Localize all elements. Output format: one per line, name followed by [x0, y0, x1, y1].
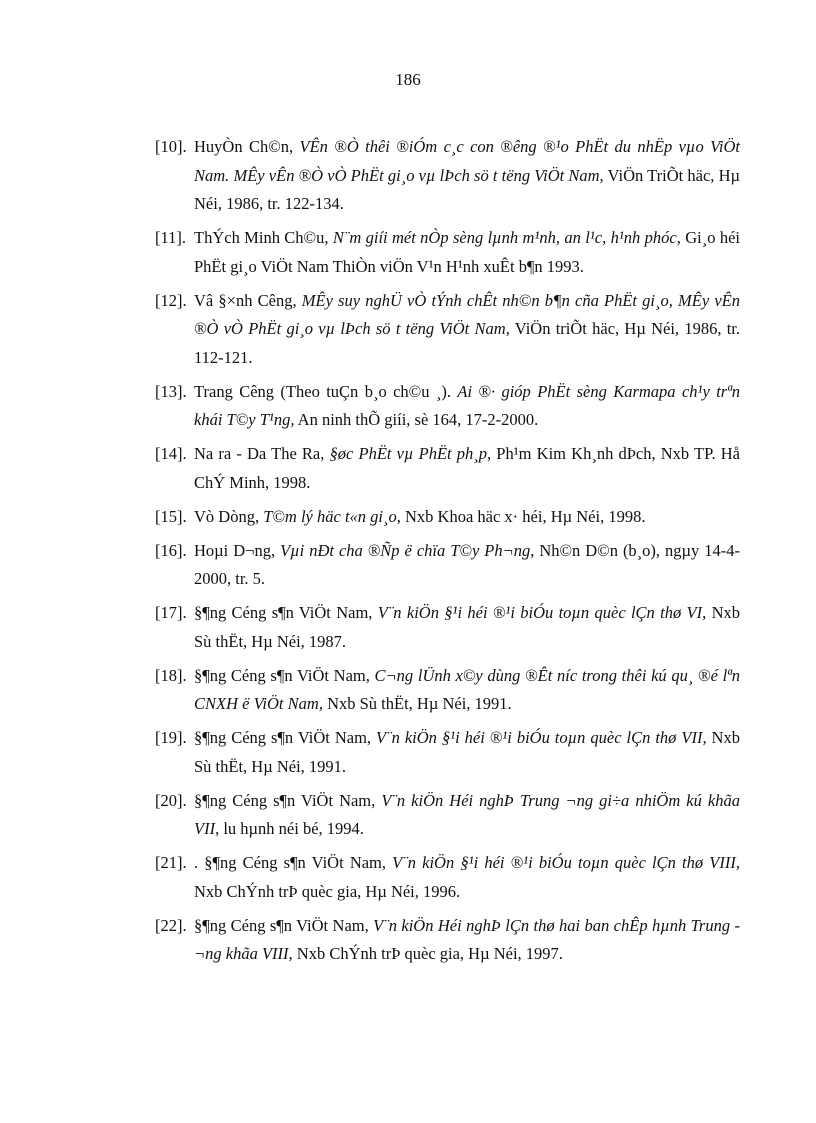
reference-details: Nxb Sù thËt, Hµ Néi, 1991. — [322, 694, 512, 713]
reference-number: [12]. — [155, 290, 187, 310]
reference-item — [155, 849, 740, 906]
reference-title: MÊy suy nghÜ vÒ tÝnh chÊt nh©n b¶n cña PhËt gi¸o, MÊy vÊn ®Ò vÒ PhËt gi¸o vµ lÞch sö t tëng ViÖt Nam, — [194, 290, 741, 338]
reference-item — [155, 133, 740, 219]
reference-author: Trang Cêng (Theo tuÇn b¸o ch©u ¸). — [194, 381, 458, 401]
reference-author: §¶ng Céng s¶n ViÖt Nam, — [194, 790, 382, 810]
reference-title: V¨n kiÖn Héi nghÞ lÇn thø hai ban chÊp hµnh Trung ¬ng khãa VIII, — [194, 915, 740, 963]
reference-author: Hoµi D¬ng, — [194, 540, 281, 560]
reference-list — [155, 133, 740, 974]
reference-author: Na ra - Da The Ra, — [194, 444, 330, 463]
reference-details: An ninh thÕ giíi, sè 164, 17-2-2000. — [294, 410, 539, 429]
reference-details: ViÖn TriÕt häc, Hµ Néi, 1986, tr. 122-134. — [194, 165, 740, 213]
page-number: 186 — [395, 70, 421, 89]
reference-details: Ph¹m Kim Kh¸nh dÞch, Nxb TP. Hå ChÝ Minh, 1998. — [194, 444, 740, 492]
reference-item — [155, 599, 740, 656]
reference-number: [14]. — [155, 444, 187, 463]
reference-author: §¶ng Céng s¶n ViÖt Nam, — [194, 915, 374, 935]
reference-author: §¶ng Céng s¶n ViÖt Nam, — [194, 603, 378, 622]
reference-title: V¨n kiÖn §¹i héi ®¹i biÓu toµn quèc lÇn thø VIII, — [392, 853, 740, 872]
reference-number: [22]. — [155, 915, 187, 935]
reference-details: Nxb ChÝnh trÞ quèc gia, Hµ Néi, 1996. — [194, 881, 461, 901]
reference-details: Nxb ChÝnh trÞ quèc gia, Hµ Néi, 1997. — [292, 944, 563, 963]
reference-author: §¶ng Céng s¶n ViÖt Nam, — [194, 728, 377, 747]
reference-number: [16]. — [155, 540, 187, 560]
reference-number: [17]. — [155, 603, 187, 622]
reference-title: §øc PhËt vµ PhËt ph¸p, — [329, 444, 492, 463]
reference-number: [19]. — [155, 728, 187, 747]
reference-item — [155, 378, 740, 435]
reference-details: Gi¸o héi PhËt gi¸o ViÖt Nam ThiÒn viÖn V¹n H¹nh xuÊt b¶n 1993. — [194, 228, 740, 276]
reference-title: C¬ng lÜnh x©y dùng ®Êt níc trong thêi kú qu¸ ®é lªn CNXH ë ViÖt Nam, — [194, 665, 740, 713]
reference-title: Vµi nÐt cha ®Ñp ë chïa T©y Ph¬ng — [280, 540, 531, 560]
reference-item — [155, 287, 740, 373]
reference-item — [155, 662, 740, 719]
reference-details: Nxb Sù thËt, Hµ Néi, 1987. — [194, 603, 740, 651]
reference-title: Ai ®· gióp PhËt sèng Karmapa ch¹y trªn khái T©y T¹ng, — [194, 381, 740, 429]
reference-details: Nxb Sù thËt, Hµ Néi, 1991. — [194, 728, 740, 776]
reference-details: , Nxb Khoa häc x· héi, Hµ Néi, 1998. — [396, 506, 646, 526]
reference-title: T©m lý häc t«n gi¸o — [263, 506, 397, 526]
reference-item — [155, 787, 740, 844]
reference-item — [155, 912, 740, 969]
reference-details: lu hµnh néi bé, 1994. — [219, 819, 364, 838]
reference-title: VÊn ®Ò thêi ®iÓm c¸c con ®êng ®¹o PhËt du nhËp vµo ViÖt Nam. MÊy vÊn ®Ò vÒ PhËt gi¸o vµ lÞch sö t tëng ViÖt Nam, — [194, 137, 741, 185]
reference-number: [10]. — [155, 137, 187, 156]
reference-item — [155, 440, 740, 497]
reference-title: V¨n kiÖn §¹i héi ®¹i biÓu toµn quèc lÇn thø VII, — [376, 728, 707, 747]
reference-author: ThÝch Minh Ch©u, — [194, 228, 333, 247]
reference-number: [21]. — [155, 853, 187, 872]
reference-number: [20]. — [155, 790, 187, 810]
reference-item — [155, 503, 740, 532]
reference-item — [155, 724, 740, 781]
reference-item — [155, 537, 740, 594]
reference-item — [155, 224, 740, 281]
reference-title: N¨m giíi mét nÒp sèng lµnh m¹nh, an l¹c, h¹nh phóc, — [332, 228, 681, 247]
reference-author: Vò Dòng, — [194, 506, 264, 526]
reference-details: ViÖn triÕt häc, Hµ Néi, 1986, tr. 112-121. — [194, 319, 740, 367]
reference-author: Vâ §×nh Cêng, — [194, 290, 302, 310]
reference-number: [18]. — [155, 665, 187, 685]
reference-number: [15]. — [155, 506, 187, 526]
reference-title: V¨n kiÖn Héi nghÞ Trung ¬ng gi÷a nhiÖm kú khãa VII, — [194, 790, 740, 838]
reference-number: [13]. — [155, 381, 187, 401]
reference-author: . §¶ng Céng s¶n ViÖt Nam, — [194, 853, 393, 872]
reference-title: V¨n kiÖn §¹i héi ®¹i biÓu toµn quèc lÇn thø VI, — [377, 603, 707, 622]
reference-number: [11]. — [155, 228, 187, 247]
reference-author: HuyÒn Ch©n, — [194, 137, 300, 156]
reference-author: §¶ng Céng s¶n ViÖt Nam, — [194, 665, 375, 685]
reference-details: , Nh©n D©n (b¸o), ngµy 14-4-2000, tr. 5. — [194, 540, 741, 588]
